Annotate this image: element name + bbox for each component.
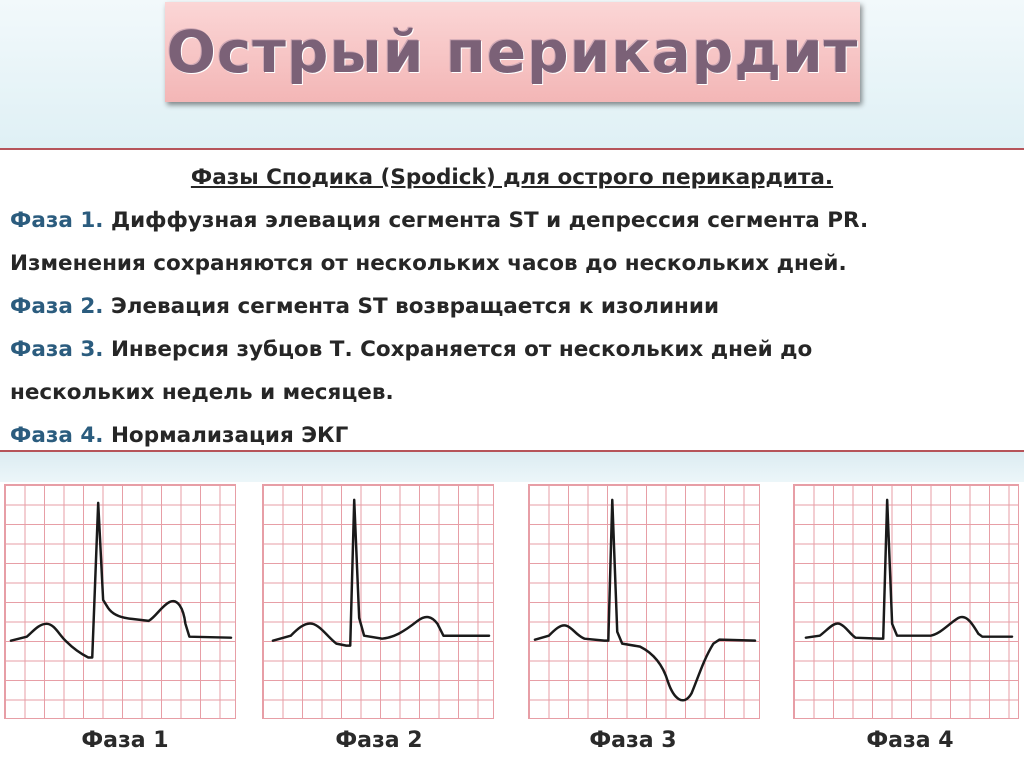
ecg-trace-phase-4 xyxy=(794,485,1018,718)
ecg-trace-phase-2 xyxy=(263,485,493,718)
phase-1-continuation: Изменения сохраняются от нескольких часов до нескольких дней. xyxy=(10,251,847,276)
phase-1-label: Фаза 1. xyxy=(10,208,104,233)
phase-1-line xyxy=(10,199,1014,242)
phase-3-line xyxy=(10,328,1014,371)
ecg-grid-phase-3 xyxy=(528,484,760,719)
phase-2-line xyxy=(10,285,1014,328)
middle-band xyxy=(0,452,1024,482)
top-divider xyxy=(0,148,1024,150)
phase-3-label: Фаза 3. xyxy=(10,337,104,362)
page-title: Острый перикардит xyxy=(166,18,859,86)
phase-description xyxy=(10,156,1014,457)
title-box xyxy=(165,2,860,102)
phase-4-text: Нормализация ЭКГ xyxy=(103,423,349,448)
phase-3-text: Инверсия зубцов Т. Сохраняется от нескольких дней до xyxy=(103,337,813,362)
phase-2-text: Элевация сегмента ST возвращается к изолинии xyxy=(103,294,720,319)
phases-heading: Фазы Сподика (Spodick) для острого перикардита. xyxy=(190,165,834,190)
ecg-label-phase-4: Фаза 4 xyxy=(866,728,954,753)
ecg-label-phase-2: Фаза 2 xyxy=(335,728,423,753)
ecg-grid-phase-1 xyxy=(4,484,236,719)
phase-1-text: Диффузная элевация сегмента ST и депрессия сегмента PR. xyxy=(103,208,869,233)
ecg-trace-phase-1 xyxy=(5,485,235,718)
ecg-grid-phase-4 xyxy=(793,484,1019,719)
ecg-grid-phase-2 xyxy=(262,484,494,719)
phase-4-label: Фаза 4. xyxy=(10,423,104,448)
phase-3-continuation: нескольких недель и месяцев. xyxy=(10,380,394,405)
phase-2-label: Фаза 2. xyxy=(10,294,104,319)
ecg-label-phase-1: Фаза 1 xyxy=(81,728,169,753)
ecg-label-phase-3: Фаза 3 xyxy=(589,728,677,753)
ecg-trace-phase-3 xyxy=(529,485,759,718)
